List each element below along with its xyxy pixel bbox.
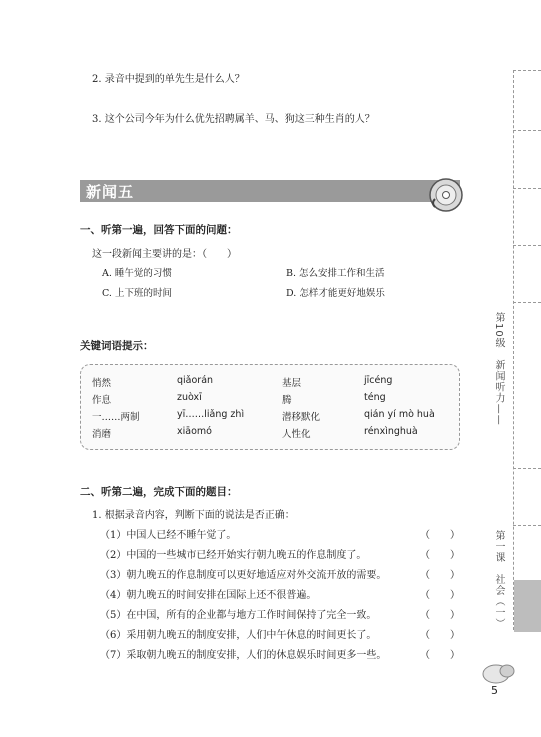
- answer-paren: （ ）: [420, 610, 460, 621]
- keyword-word: 作息: [92, 395, 112, 406]
- keyword-word: 基层: [282, 378, 302, 389]
- keyword-pinyin: yī……liǎng zhì: [177, 409, 245, 420]
- answer-paren: （ ）: [420, 550, 460, 561]
- option-d: D. 怎样才能更好地娱乐: [286, 288, 385, 299]
- part2-instruction: 1. 根据录音内容，判断下面的说法是否正确：: [92, 510, 295, 521]
- keyword-pinyin: qiǎorán: [177, 375, 214, 386]
- part1-question: 这一段新闻主要讲的是：（ ）: [92, 249, 237, 260]
- statement: （4）朝九晚五的时间安排在国际上还不很普遍。: [100, 590, 317, 601]
- sidebar-lesson-label: 第一课 社会（一）: [493, 530, 504, 629]
- keywords-heading: 关键词语提示：: [80, 340, 154, 352]
- statement: （6）采用朝九晚五的制度安排，人们中午休息的时间更长了。: [100, 630, 377, 641]
- keyword-word: 一……两制: [92, 412, 140, 423]
- option-c: C. 上下班的时间: [102, 288, 172, 299]
- section-banner: [80, 180, 460, 202]
- option-b: B. 怎么安排工作和生活: [286, 268, 385, 279]
- keyword-pinyin: téng: [364, 392, 386, 403]
- keyword-pinyin: zuòxī: [177, 392, 202, 403]
- sidebar-dashed-line: [513, 70, 515, 630]
- statement: （3）朝九晚五的作息制度可以更好地适应对外交流开放的需要。: [100, 570, 387, 581]
- statement: （2）中国的一些城市已经开始实行朝九晚五的作息制度了。: [100, 550, 367, 561]
- keyword-word: 潜移默化: [282, 412, 321, 423]
- keyword-word: 人性化: [282, 429, 311, 440]
- answer-paren: （ ）: [420, 570, 460, 581]
- sidebar-tab-divider: [513, 468, 541, 469]
- part1-heading: 一、听第一遍，回答下面的问题：: [80, 224, 238, 236]
- sidebar-tab-divider: [513, 525, 541, 526]
- cd-icon: [427, 177, 465, 213]
- question-2: 2. 录音中提到的单先生是什么人？: [92, 74, 245, 85]
- section-title: 新闻五: [86, 183, 135, 201]
- page-orb-icon: [479, 660, 519, 684]
- keyword-pinyin: jīcéng: [364, 375, 393, 386]
- keyword-pinyin: qián yí mò huà: [364, 409, 435, 420]
- statement: （7）采取朝九晚五的制度安排，人们的休息娱乐时间更多一些。: [100, 650, 387, 661]
- keyword-word: 消磨: [92, 429, 112, 440]
- sidebar-tab-divider: [513, 70, 541, 71]
- keywords-box: [80, 364, 460, 450]
- sidebar-tab-divider: [513, 188, 541, 189]
- answer-paren: （ ）: [420, 630, 460, 641]
- sidebar-current-tab: [514, 580, 541, 632]
- answer-paren: （ ）: [420, 650, 460, 661]
- keyword-pinyin: rénxìnghuà: [364, 426, 418, 437]
- keyword-pinyin: xiāomó: [177, 426, 212, 437]
- keyword-word: 腾: [282, 395, 292, 406]
- sidebar-tab-divider: [513, 302, 541, 303]
- part2-heading: 二、听第二遍，完成下面的题目：: [80, 486, 238, 498]
- sidebar-tab-divider: [513, 245, 541, 246]
- question-3: 3. 这个公司今年为什么优先招聘属羊、马、狗这三种生肖的人？: [92, 114, 375, 125]
- sidebar-tab-divider: [513, 130, 541, 131]
- sidebar-level-label: 第10级 新闻听力——: [493, 312, 504, 426]
- option-a: A. 睡午觉的习惯: [102, 268, 172, 279]
- answer-paren: （ ）: [420, 530, 460, 541]
- statement: （5）在中国，所有的企业都与地方工作时间保持了完全一致。: [100, 610, 377, 621]
- page-number: 5: [491, 684, 498, 697]
- answer-paren: （ ）: [420, 590, 460, 601]
- statement: （1）中国人已经不睡午觉了。: [100, 530, 237, 541]
- keyword-word: 悄然: [92, 378, 112, 389]
